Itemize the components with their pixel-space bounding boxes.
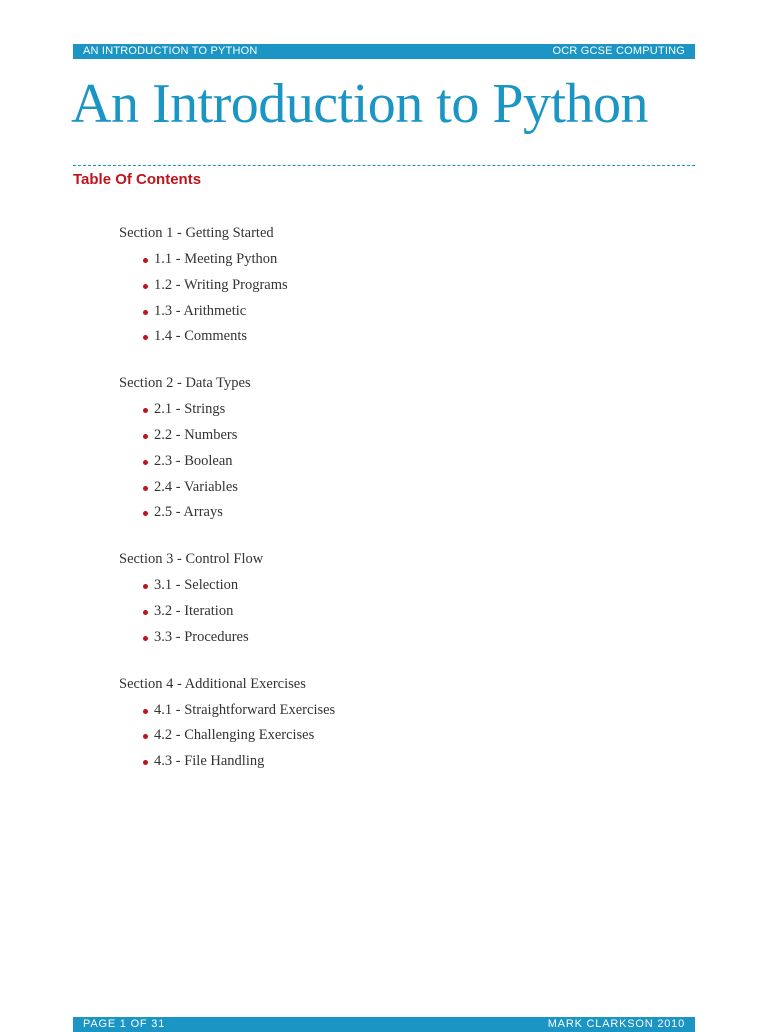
toc-item[interactable] — [119, 325, 679, 351]
toc-item[interactable] — [119, 248, 679, 274]
toc-section-title[interactable]: Section 2 - Data Types — [119, 375, 251, 392]
toc-item[interactable] — [119, 476, 679, 502]
author-credit: MARK CLARKSON 2010 — [547, 1018, 685, 1030]
toc-item-label: 4.2 - Challenging Exercises — [154, 727, 315, 744]
toc-item[interactable] — [119, 750, 679, 776]
page-number: PAGE 1 OF 31 — [83, 1018, 166, 1030]
toc-section-title[interactable]: Section 4 - Additional Exercises — [119, 675, 306, 692]
toc-section-title[interactable]: Section 3 - Control Flow — [119, 551, 264, 568]
toc-item-label: 1.4 - Comments — [154, 328, 248, 345]
footer-bar — [73, 1017, 695, 1032]
toc-item[interactable] — [119, 424, 679, 450]
toc-item-label: 1.3 - Arithmetic — [154, 302, 247, 319]
title-divider — [73, 165, 695, 166]
toc-heading: Table Of Contents — [73, 171, 202, 188]
toc-item-label: 4.3 - File Handling — [154, 753, 265, 770]
table-of-contents — [119, 222, 679, 797]
bullet-icon — [143, 434, 148, 439]
toc-item[interactable] — [119, 626, 679, 652]
toc-section-3 — [119, 548, 679, 651]
header-doc-name: AN INTRODUCTION TO PYTHON — [83, 45, 258, 57]
bullet-icon — [143, 636, 148, 641]
toc-item-label: 1.2 - Writing Programs — [154, 276, 288, 293]
toc-item[interactable] — [119, 501, 679, 527]
toc-item[interactable] — [119, 450, 679, 476]
toc-item[interactable] — [119, 398, 679, 424]
toc-item[interactable] — [119, 699, 679, 725]
header-bar — [73, 44, 695, 59]
toc-item-label: 2.2 - Numbers — [154, 426, 238, 443]
toc-section-2 — [119, 372, 679, 527]
toc-item-label: 2.1 - Strings — [154, 401, 226, 418]
toc-item-label: 2.4 - Variables — [154, 478, 238, 495]
bullet-icon — [143, 258, 148, 263]
bullet-icon — [143, 709, 148, 714]
toc-item[interactable] — [119, 600, 679, 626]
toc-item[interactable] — [119, 574, 679, 600]
document-title: An Introduction to Python — [71, 73, 649, 135]
toc-section-4 — [119, 673, 679, 776]
bullet-icon — [143, 610, 148, 615]
toc-item-label: 3.3 - Procedures — [154, 628, 249, 645]
toc-item-label: 3.2 - Iteration — [154, 602, 234, 619]
bullet-icon — [143, 460, 148, 465]
header-course-name: OCR GCSE COMPUTING — [552, 45, 685, 57]
toc-item[interactable] — [119, 274, 679, 300]
bullet-icon — [143, 310, 148, 315]
toc-section-1 — [119, 222, 679, 351]
toc-item[interactable] — [119, 300, 679, 326]
toc-item-label: 2.3 - Boolean — [154, 452, 233, 469]
toc-item-label: 3.1 - Selection — [154, 577, 239, 594]
toc-section-title[interactable]: Section 1 - Getting Started — [119, 225, 274, 241]
bullet-icon — [143, 284, 148, 289]
bullet-icon — [143, 486, 148, 491]
toc-item-label: 4.1 - Straightforward Exercises — [154, 701, 336, 718]
toc-item-label: 2.5 - Arrays — [154, 504, 223, 521]
toc-item-label: 1.1 - Meeting Python — [154, 251, 278, 267]
toc-item[interactable] — [119, 724, 679, 750]
